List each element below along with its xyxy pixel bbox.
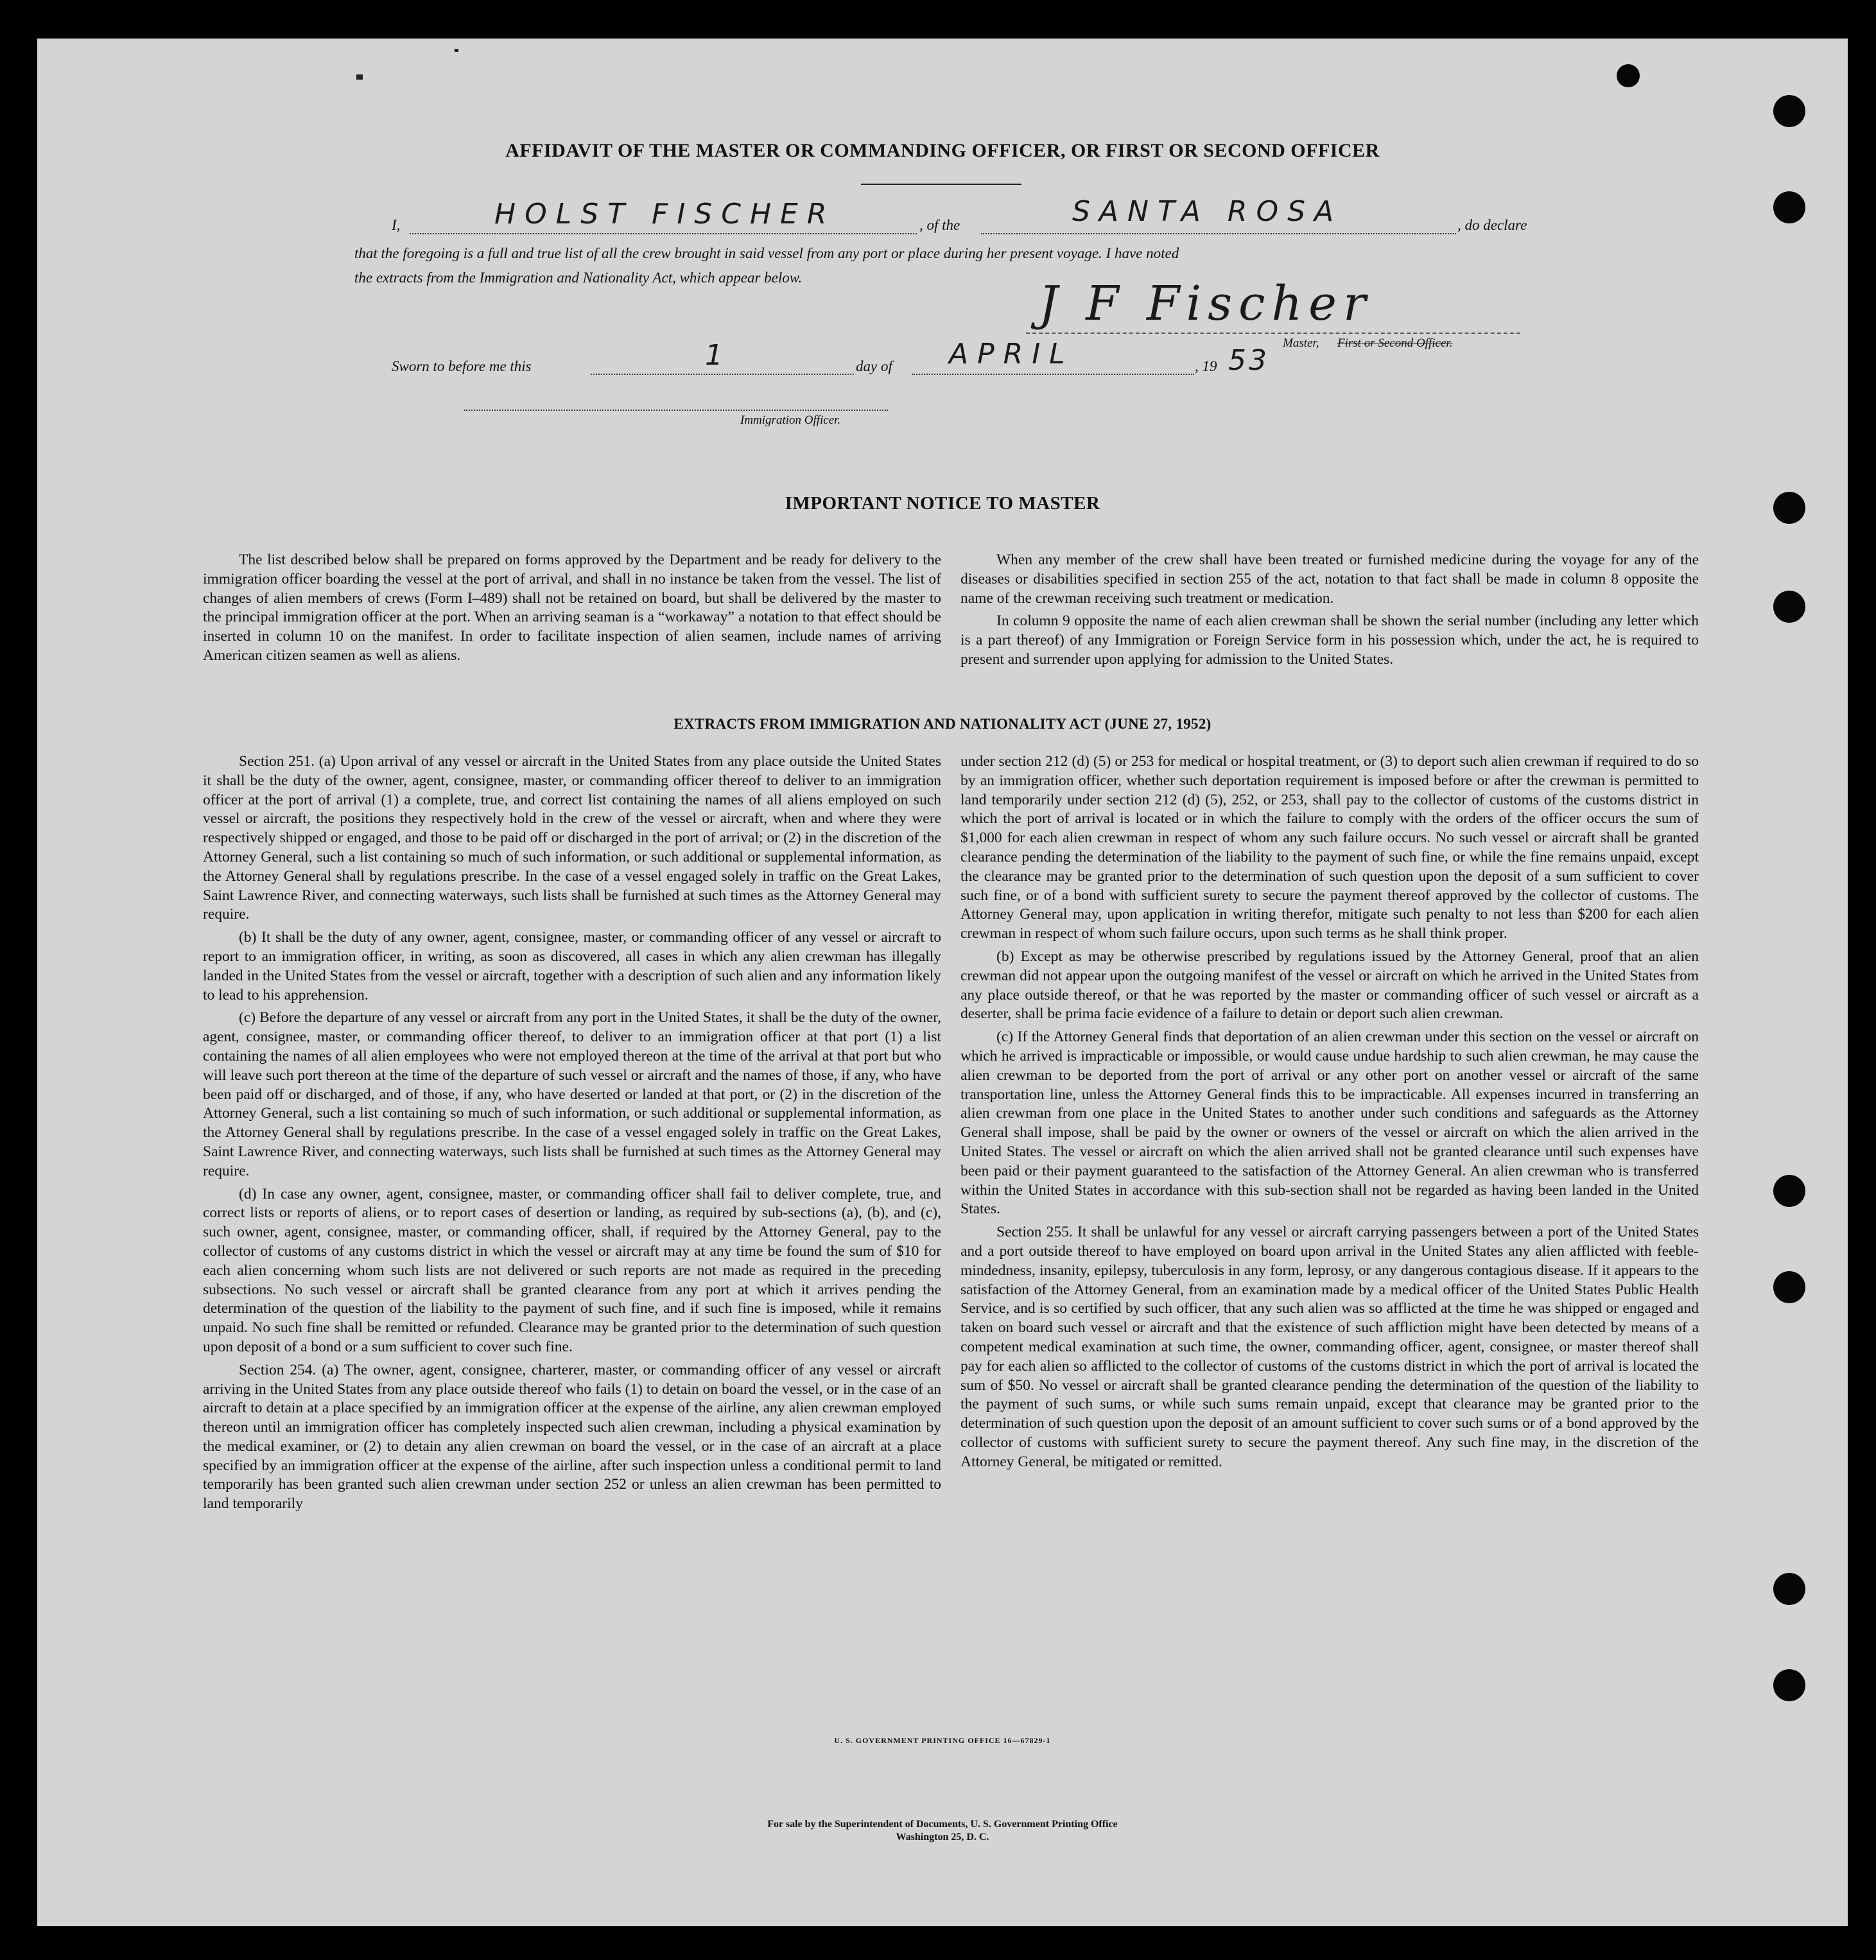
notice-left-paragraph: The list described below shall be prepared on forms approved by the Department and be ready for delivery to the immigration officer boarding the vessel at the port of arrival, and shall in no instance be taken from the vessel. The list of changes of alien members of crews (Form I–489) shall not be retained on board, but shall be delivered by the master to the principal immigration officer at the port. When an arriving seaman is a “workaway” a notation to that effect should be inserted in column 10 on the manifest. In order to facilitate inspection of alien seamen, include names of arriving American citizen seamen as well as aliens. [203, 551, 941, 664]
immigration-officer-caption: Immigration Officer. [740, 413, 841, 427]
section-254-a: Section 254. (a) The owner, agent, consignee, charterer, master, or commanding officer of any vessel or aircraft arriving in the United States from any place outside thereof who fails (1) to detain on board the vessel, or in the case of an aircraft to detain at a place specified by an immigration officer at the expense of the airline, any alien crewman employed thereon until an immigration officer has completely inspected such alien crewman, including a physical examination by the medical examiner, or (2) to detain any alien crewman on board the vessel, or in the case of an aircraft at a place specified by an immigration officer at the expense of the airline, after such inspection unless a conditional permit to land temporarily has been granted such alien crewman under section 252 or unless an alien crewman has been permitted to land temporarily [203, 1361, 941, 1513]
section-251-c: (c) Before the departure of any vessel or aircraft from any port in the United States, it shall be the duty of the owner, agent, consignee, master, or commanding officer thereof, to deliver to an immigration officer at that port (1) a list containing the names of all alien employees who were not employed thereon at the time of the arrival at that port but who will leave such port thereon at the time of the departure of such vessel or aircraft and the names of those, if any, who have been paid off or discharged, and of those, if any, who have deserted or landed at that port, or (2) in the discretion of the Attorney General, such a list containing so much of such information, or such additional or supplemental information, as the Attorney General shall by regulations prescribe. In the case of a vessel engaged solely in traffic on the Great Lakes, Saint Lawrence River, and connecting waterways, such lists shall be furnished at such times as the Attorney General may require. [203, 1009, 941, 1179]
section-251-a: Section 251. (a) Upon arrival of any vessel or aircraft in the United States from any place outside the United States it shall be the duty of the owner, agent, consignee, master, or commanding officer thereof to deliver to an immigration officer at the port of arrival (1) a complete, true, and correct list containing the names of all aliens employed on such vessel or aircraft, the positions they respectively hold in the crew of the vessel or aircraft, when and where they were respectively shipped or engaged, and those to be paid off or discharged in the port of arrival; or (2) in the discretion of the Attorney General, such a list containing so much of such information, or such additional or supplemental information, as the Attorney General shall by regulations prescribe. In the case of a vessel engaged solely in traffic on the Great Lakes, Saint Lawrence River, and connecting waterways, such lists shall be furnished at such times as the Attorney General may require. [203, 753, 941, 923]
stray-mark [455, 49, 458, 52]
section-254-c: (c) If the Attorney General finds that deportation of an alien crewman under this section on the vessel or aircraft on which he arrived is impracticable or impossible, or would cause undue hardship to such alien crewman, he may cause the alien crewman to be deported from the port of arrival or any other port on another vessel or aircraft of the same transportation line, unless the Attorney General finds this to be impracticable. All expenses incurred in transferring an alien crewman from one place in the United States to another under such conditions and safeguards as the Attorney General shall impose, shall be paid by the owner or owners of the vessel or aircraft on which the alien arrived in the United States. The vessel or aircraft on which the alien arrived shall not be granted clearance until such expenses have been paid or their payment guaranteed to the satisfaction of the Attorney General. An alien crewman who is transferred within the United States in accordance with this sub-section shall not be regarded as having been landed in the United States. [960, 1028, 1699, 1218]
notice-right-paragraph-1: When any member of the crew shall have been treated or furnished medicine during the voyage for any of the diseases or disabilities specified in section 255 of the act, notation to that fact shall be made in column 8 opposite the name of the crewman receiving such treatment or medication. [960, 551, 1699, 607]
section-251-b: (b) It shall be the duty of any owner, agent, consignee, master, or commanding officer of any vessel or aircraft to report to an immigration officer, in writing, as soon as discovered, all cases in which any alien crewman has illegally landed in the United States from the vessel or aircraft, together with a description of such alien and any information likely to lead to his apprehension. [203, 929, 941, 1003]
punch-hole [1773, 1669, 1805, 1701]
vessel-name: SANTA ROSA [1072, 195, 1343, 228]
of-the-label: , of the [919, 217, 960, 233]
do-declare-label: , do declare [1457, 217, 1527, 233]
struck-officer-caption: First or Second Officer. [1337, 336, 1453, 350]
notice-right-column [960, 551, 1699, 673]
sale-line-2: Washington 25, D. C. [896, 1832, 989, 1843]
sworn-label: Sworn to before me this [392, 358, 532, 374]
month-line [912, 374, 1194, 375]
affidavit-title: AFFIDAVIT OF THE MASTER OR COMMANDING OFFICER, OR FIRST OR SECOND OFFICER [505, 140, 1380, 161]
immigration-officer-line [464, 410, 888, 411]
signature-line [1026, 333, 1520, 334]
stray-mark [356, 74, 363, 80]
statement-line-1: that the foregoing is a full and true list of all the crew brought in said vessel from any port or place during her present voyage. I have noted [354, 245, 1179, 261]
year-prefix: , 19 [1195, 358, 1217, 374]
punch-hole [1773, 591, 1805, 623]
notice-right-paragraph-2: In column 9 opposite the name of each alien crewman shall be shown the serial number (including any letter which is a part thereof) of any Immigration or Foreign Service form in his possession which, under the act, he is required to present and surrender upon applying for admission to the United States. [960, 612, 1699, 668]
master-name: HOLST FISCHER [494, 198, 836, 230]
punch-hole [1773, 1175, 1805, 1207]
sale-line-1: For sale by the Superintendent of Documents, U. S. Government Printing Office [767, 1819, 1118, 1830]
section-254-b: (b) Except as may be otherwise prescribed by regulations issued by the Attorney General, proof that an alien crewman did not appear upon the outgoing manifest of the vessel or aircraft on which he arrived in the United States from any place outside thereof, or that he was reported by the master or commanding officer of such vessel or aircraft as a deserter, shall be prima facie evidence of a failure to detain or deport such alien crewman. [960, 948, 1699, 1023]
punch-hole [1773, 1573, 1805, 1605]
master-signature: J F Fischer [1039, 276, 1373, 331]
extracts-left-column [203, 752, 941, 1518]
section-255: Section 255. It shall be unlawful for any vessel or aircraft carrying passengers between a port of the United States and a port outside thereof to have employed on board upon arrival in the United States any alien afflicted with feeble-mindedness, insanity, epilepsy, tuberculosis in any form, leprosy, or any dangerous contagious disease. If it appears to the satisfaction of the Attorney General, from an examination made by a medical officer of the United States Public Health Service, and is so certified by such officer, that any such alien was so afflicted at the time he was shipped or engaged and taken on board such vessel or aircraft and that the existence of such affliction might have been detected by means of a competent medical examination at such time, the owner, commanding officer, agent, consignee, or master thereof shall pay for each alien so afflicted to the collector of customs of the customs district in which the port of arrival is located the sum of $50. No vessel or aircraft shall be granted clearance pending the determination of the question of the liability to the payment of such sums, or while such sums remain unpaid, except that clearance may be granted prior to the determination of such question upon the deposit of an amount sufficient to cover such sums or of a bond approved by the collector of customs with sufficient surety to secure the payment thereof. Any such fine may, in the discretion of the Attorney General, be mitigated or remitted. [960, 1224, 1699, 1470]
extracts-right-column [960, 752, 1699, 1475]
statement-line-2: the extracts from the Immigration and Nationality Act, which appear below. [354, 270, 803, 286]
section-254-a-continued: under section 212 (d) (5) or 253 for medical or hospital treatment, or (3) to deport such alien crewman if required to do so by an immigration officer, whether such deportation requirement is imposed before or after the crewman is permitted to land temporarily under section 212 (d) (5), 252, or 253, shall pay to the collector of customs of the customs district in which the port of arrival is located or in which the failure to comply with the orders of the officer occurs the sum of $1,000 for each alien crewman in respect of whom any such failure occurs. No such vessel or aircraft shall be granted clearance pending the determination of the liability to the payment of such fine, or while the fine remains unpaid, except the clearance may be granted prior to the determination of such question upon the deposit of a sum sufficient to cover such fine, or of a bond with sufficient surety to secure the payment thereof approved by the collector of customs. The Attorney General may, upon application in writing therefor, mitigate such penalty to not less than $200 for each alien crewman in respect of whom such failure occurs, upon such terms as he shall think proper. [960, 753, 1699, 942]
extracts-title: EXTRACTS FROM IMMIGRATION AND NATIONALITY ACT (JUNE 27, 1952) [673, 716, 1212, 732]
day-line [591, 374, 854, 375]
title-rule [861, 184, 1021, 185]
master-caption: Master, [1283, 336, 1319, 350]
day-of-label: day of [856, 358, 892, 374]
notice-left-column [203, 551, 941, 670]
punch-hole [1773, 191, 1805, 223]
section-251-d: (d) In case any owner, agent, consignee, master, or commanding officer shall fail to deliver complete, true, and correct lists or reports of aliens, or to report cases of desertion or landing, as required by sub-sections (a), (b), and (c), such owner, agent, consignee, master, or commanding officer, shall, if required by the Attorney General, pay to the collector of customs of any customs district in which the vessel or aircraft may at any time be found the sum of $10 for each alien concerning whom such lists are not delivered or such reports are not made as required in the preceding subsections. No such vessel or aircraft shall be granted clearance from any port at which it arrives pending the determination of the question of the liability to the payment of such fine, and if such fine is imposed, while it remains unpaid. No such fine shall be remitted or refunded. Clearance may be granted prior to the determination of such question upon deposit of a bond or a sum sufficient to cover such fine. [203, 1185, 941, 1355]
vessel-line [981, 233, 1456, 234]
punch-hole [1773, 1271, 1805, 1303]
sworn-month: APRIL [949, 338, 1074, 370]
notice-title: IMPORTANT NOTICE TO MASTER [785, 493, 1100, 514]
sworn-year: 53 [1228, 344, 1269, 377]
i-label: I, [392, 217, 401, 233]
document-page [37, 39, 1848, 1926]
punch-hole [1773, 95, 1805, 127]
name-line [410, 233, 917, 234]
sworn-day: 1 [705, 339, 732, 372]
printing-office-line: U. S. GOVERNMENT PRINTING OFFICE 16—67829-1 [834, 1736, 1051, 1745]
punch-hole [1617, 64, 1640, 87]
